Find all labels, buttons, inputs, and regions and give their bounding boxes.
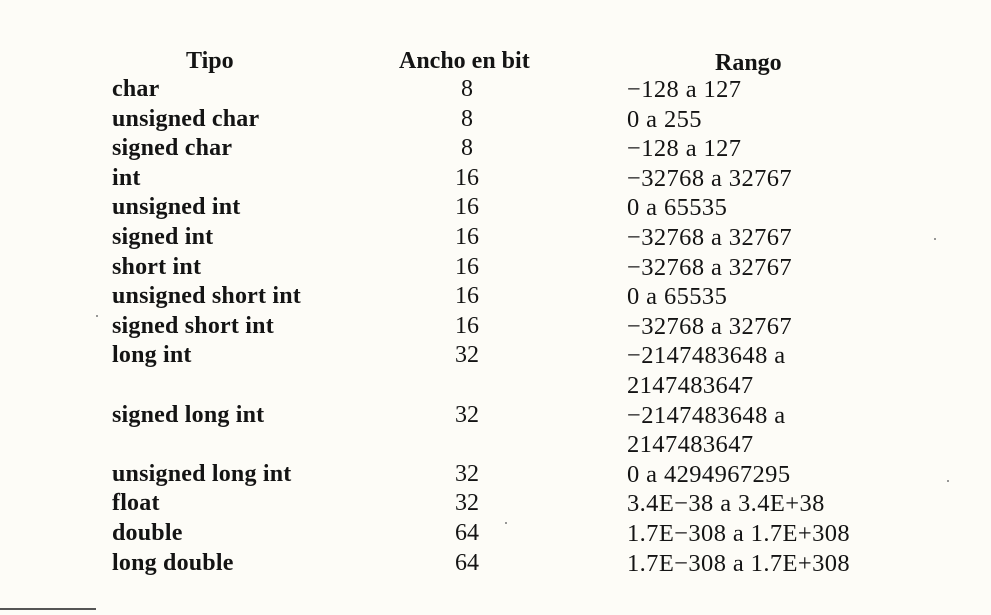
table-row <box>0 549 991 579</box>
cell-tipo: unsigned short int <box>112 283 301 310</box>
cell-tipo: signed long int <box>112 401 265 428</box>
cell-rango: 3.4E−38 a 3.4E+38 <box>627 490 825 518</box>
cell-tipo: long double <box>112 549 234 576</box>
cell-ancho: 8 <box>461 76 473 102</box>
table-row <box>0 341 991 400</box>
cell-tipo: unsigned int <box>112 194 241 221</box>
cell-rango: 0 a 255 <box>627 105 702 133</box>
cell-rango: −32768 a 32767 <box>627 253 793 281</box>
table-row <box>0 164 991 194</box>
scan-speck <box>947 480 949 482</box>
scan-speck <box>934 238 936 240</box>
cell-rango: 0 a 65535 <box>627 194 728 222</box>
table-row <box>0 105 991 135</box>
cell-rango: 1.7E−308 a 1.7E+308 <box>627 519 851 547</box>
table-body <box>0 75 991 578</box>
cell-rango: −32768 a 32767 <box>627 164 793 192</box>
table-row <box>0 253 991 283</box>
footer-rule <box>0 608 96 610</box>
table-row <box>0 312 991 342</box>
cell-tipo: unsigned long int <box>112 460 292 487</box>
cell-tipo: float <box>112 490 160 517</box>
cell-ancho: 32 <box>455 460 479 487</box>
cell-ancho: 16 <box>455 194 479 221</box>
cell-ancho: 8 <box>461 105 473 132</box>
cell-ancho: 16 <box>455 283 479 310</box>
scan-speck <box>505 522 507 524</box>
table-row <box>0 134 991 164</box>
cell-tipo: unsigned char <box>112 105 260 132</box>
cell-rango: −128 a 127 <box>627 135 742 163</box>
header-rango: Rango <box>715 50 782 76</box>
cell-rango: −32768 a 32767 <box>627 312 793 340</box>
cell-ancho: 16 <box>455 223 479 250</box>
cell-rango: 0 a 65535 <box>627 283 728 311</box>
cell-ancho: 32 <box>455 401 479 428</box>
table-row <box>0 193 991 223</box>
cell-ancho: 16 <box>455 164 479 191</box>
cell-rango: −128 a 127 <box>627 76 742 103</box>
cell-tipo: long int <box>112 342 192 369</box>
cell-ancho: 32 <box>455 490 479 517</box>
table-row <box>0 75 991 105</box>
table-row <box>0 489 991 519</box>
table-row <box>0 460 991 490</box>
cell-ancho: 8 <box>461 135 473 162</box>
cell-tipo: double <box>112 519 183 546</box>
header-tipo: Tipo <box>186 48 234 74</box>
cell-rango: 1.7E−308 a 1.7E+308 <box>627 549 851 577</box>
cell-ancho: 16 <box>455 253 479 280</box>
cell-rango: −2147483648 a 2147483647 <box>627 342 786 399</box>
table-row <box>0 519 991 549</box>
cell-rango: −32768 a 32767 <box>627 223 793 251</box>
cell-tipo: signed short int <box>112 312 274 339</box>
table-row <box>0 282 991 312</box>
cell-ancho: 32 <box>455 342 479 369</box>
cell-tipo: int <box>112 164 141 191</box>
cell-tipo: signed char <box>112 135 233 162</box>
scan-speck <box>96 315 98 317</box>
header-ancho: Ancho en bit <box>399 48 530 74</box>
cell-ancho: 16 <box>455 312 479 339</box>
cell-ancho: 64 <box>455 519 479 546</box>
cell-rango: 0 a 4294967295 <box>627 460 791 488</box>
cell-tipo: short int <box>112 253 202 280</box>
table-row <box>0 223 991 253</box>
cell-ancho: 64 <box>455 549 479 576</box>
table-header <box>0 46 991 78</box>
cell-tipo: signed int <box>112 223 214 250</box>
table-row <box>0 401 991 460</box>
cell-tipo: char <box>112 76 160 102</box>
cell-rango: −2147483648 a 2147483647 <box>627 401 786 459</box>
